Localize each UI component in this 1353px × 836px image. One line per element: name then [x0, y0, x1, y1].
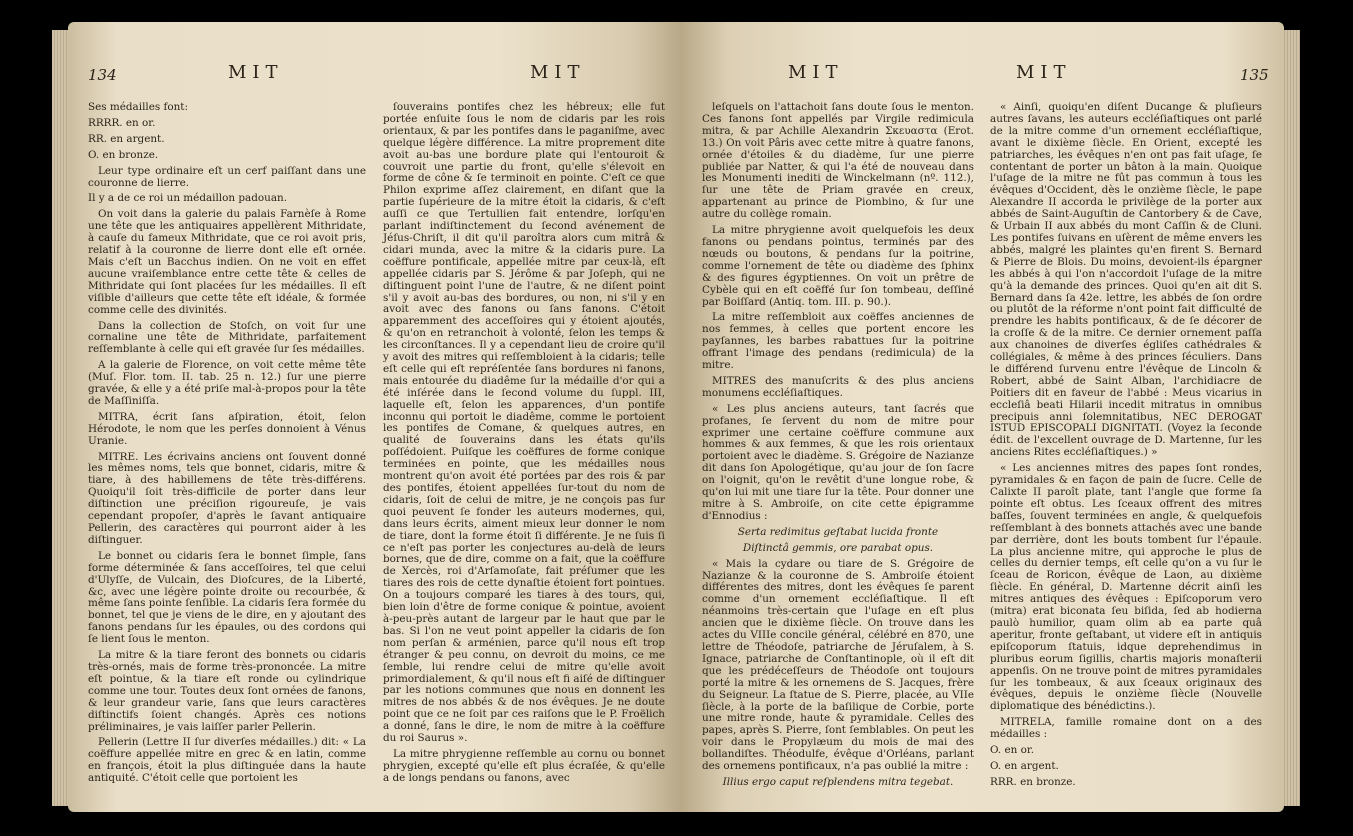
paragraph: La mitre phrygienne reſſemble au cornu ou bonnet phrygien, excepté qu'elle eſt plus écraſée, & qu'elle a de longs pendans ou fanons, avec [383, 747, 665, 784]
paragraph: Ses médailles font: [88, 101, 188, 113]
right-page-edges [1282, 30, 1300, 806]
paragraph: Dans la collection de Stoſch, on voit ſur une cornaline une tête de Mithridate, parfaitement reſſemblante à celle qui eſt gravée ſur ſes médailles. [88, 319, 366, 356]
paragraph: La mitre & la tiare feront des bonnets ou cidaris très-ornés, mais de forme très-prononcée. La mitre eſt pointue, & la tiare eſt ronde ou cylindrique comme une tour. Toutes deux ſont ornées de fanons, & leur grandeur varie, ſans que leurs caractères diſtinctifs ſoient changés. Après ces notions préliminaires, je vais laiſſer parler Pellerin. [88, 649, 366, 733]
paragraph: La mitre reſſembloit aux coëffes anciennes de nos femmes, à celles que portent encore les payſannes, les barbes rabattues ſur la poitrine offrant l'image des pendans (redimicula) de la mitre. [702, 311, 974, 372]
paragraph: Diſtinctâ gemmis, ore parabat opus. [742, 541, 934, 554]
left-page [68, 22, 680, 812]
paragraph: ſouverains pontifes chez les hébreux; elle fut portée enſuite ſous le nom de cidaris par les rois orientaux, & par les pontifes dans le paganiſme, avec quelque légère différence. La mitre proprement dite avoit au-bas une bordure plate qui l'entouroit & couvroit une partie du front, qu'elle s'élevoit en forme de cône & ſe terminoit en pointe. C'eſt ce que Philon exprime aſſez clairement, en diſant que la partie ſupérieure de la mitre étoit la cidaris, & c'eſt auſſi ce que Tertullien fait entendre, lorſqu'en parlant indiſtinctement du ſecond avénement de Jéſus-Chriſt, il dit qu'il paroîtra alors cum mitrâ & cidari munda, avec la mitre & la cidaris pure. La coëffure pontificale, appellée mitre par ceux-là, eſt appellée cidaris par S. Jérôme & par Joſeph, qui ne diſtinguent point l'une de l'autre, & ne diſent point s'il y avoit au-bas des bordures, ou non, ni s'il y en avoit avec des fanons ou ſans fanons. C'étoit apparemment des acceſſoires qui y étoient ajoutés, & qu'on en retranchoit à volonté, ſelon les temps & les circonſtances. Il y a cependant lieu de croire qu'il y avoit des mitres qui reſſembloient à la cidaris; telle eſt celle qui eſt repréſentée ſans bordures ni fanons, mais entourée du diadême ſur la médaille d'or qui a été inſérée dans le ſecond volume du ſuppl. III, laquelle eſt, ſelon les apparences, d'un pontife inconnu qui portoit le diadême, comme le portoient les pontifes de Comane, & quelques autres, en qualité de ſouverains dans les états qu'ils poſſédoient. Puiſque les coëffures de forme conique terminées en pointe, que les médailles nous montrent qu'on avoit été portées par des rois & par des pontifes, étoient appellées ſur-tout du nom de cidaris, ſoit de celui de mitre, je ne conçois pas ſur quoi peuvent ſe fonder les auteurs modernes, qui, dans leurs écrits, aiment mieux leur donner le nom de tiare, dont la forme étoit ſi différente. Je ne ſuis ſi ce n'eſt pas porter les conjectures au-delà de leurs bornes, que de dire, comme on a fait, que la coëffure de Xercès, roi d'Arſamoſate, fait préſumer que les tiares des rois de cette dynaſtie étoient fort pointues. On a toujours comparé les tiares à des tours, qui, bien loin d'être de forme conique & pointue, avoient à-peu-près autant de largeur par le haut que par le bas. Si l'on ne veut point appeller la cidaris de ſon nom perſan & arménien, parce qu'il nous eſt trop étranger & peu connu, on devroit du moins, ce me ſemble, lui rendre celui de mitre qu'elle avoit primordialement, & qu'il nous eſt fi aiſé de diſtinguer par les notions communes que nous en donnent les mitres de nos abbés & de nos évêques. Je ne doute point que ce ne ſoit par ces raiſons que le P. Froëlich a donné, ſans le dire, le nom de mitre à la coëffure du roi Saurus ». [383, 101, 665, 745]
paragraph: O. en argent. [990, 759, 1059, 772]
paragraph: leſquels on l'attachoit ſans doute ſous le menton. Ces fanons ſont appellés par Virgile redimicula mitra, & par Achille Alexandrin Σκευαστα (Erot. 13.) On voit Pâris avec cette mitre à quatre fanons, ornée d'étoiles & du diadème, ſur une pierre publiée par Natter, & qui l'a été de nouveau dans les Monumenti inediti de Winckelmann (nº. 112.), ſur une tête de Priam gravée en creux, appartenant au prince de Piombino, & ſur une autre du collège romain. [702, 101, 974, 221]
text-column-1 [88, 102, 366, 789]
paragraph: O. en or. [990, 744, 1035, 757]
paragraph: Pellerin (Lettre II ſur diverſes médailles.) dit: « La coëffure appellée mitre en grec & en latin, comme en françois, étoit la plus diſtinguée dans la haute antiquité. C'étoit celle que portoient les [88, 736, 366, 785]
paragraph: La mitre phrygienne avoit quelquefois les deux fanons ou pendans pointus, terminés par des nœuds ou boutons, & pendans ſur la poitrine, comme l'ornement de tête ou diadème des ſphinx & des figures égyptiennes. On voit un prêtre de Cybèle qui en eſt coëffé ſur ſon tombeau, deſſiné par Boiſſard (Antiq. tom. III. p. 90.). [702, 224, 974, 308]
paragraph: MITRA, écrit ſans aſpiration, étoit, ſelon Hérodote, le nom que les perſes donnoient à Vénus Uranie. [88, 410, 366, 447]
paragraph: RRRR. en or. [88, 116, 156, 129]
paragraph: MITRELA, famille romaine dont on a des médailles : [990, 716, 1262, 741]
running-head: MIT [228, 62, 284, 83]
paragraph: « Les plus anciens auteurs, tant ſacrés que profanes, ſe ſervent du nom de mitre pour exprimer une certaine coëffure commune aux hommes & aux femmes, & que les rois orientaux portoient avec le diadème. S. Grégoire de Nazianze dit dans ſon Apologétique, qu'au jour de ſon ſacre on l'oignit, qu'on le revêtit d'une longue robe, & qu'on lui mit une tiare ſur la tête. Pour donner une mitre à S. Ambroiſe, on cite cette épigramme d'Ennodius : [702, 402, 974, 522]
text-column-1 [702, 102, 974, 793]
paragraph: « Ainſi, quoiqu'en diſent Ducange & pluſieurs autres ſavans, les auteurs eccléſiaſtiques ont parlé de la mitre comme d'un ornement eccléſiaſtique, avant le dixième ſiècle. En Orient, excepté les patriarches, les évêques n'en ont pas fait uſage, ſe contentant de porter un bâton à la main. Quoique l'uſage de la mitre ne fût pas commun à tous les évêques d'Occident, dès le onzième ſiècle, le pape Alexandre II accorda le privilège de la porter aux abbés de Saint-Auguſtin de Cantorbery & de Cave, & Urbain II aux abbés du mont Caſſin & de Cluni. Les pontifes ſuivans en uſèrent de même envers les abbés, malgré les plaintes qu'en firent S. Bernard & Pierre de Blois. Du moins, devoient-ils épargner les abbés à qui l'on n'accordoit l'uſage de la mitre qu'à la demande des princes. Quoi qu'en ait dit S. Bernard dans ſa 42e. lettre, les abbés de ſon ordre ou plutôt de la réforme n'ont point fait difficulté de prendre les habits pontificaux, & de ſe décorer de la croſſe & de la mitre. Ce dernier ornement paſſa aux chanoines de diverſes égliſes cathédrales & collégiales, & même à des princes ſéculiers. Dans le différend ſurvenu entre l'évêque de Lincoln & Robert, abbé de Saint Alban, l'archidiacre de Poitiers dit en faveur de l'abbé : Meus vicarius in eccleſiâ beati Hilarii incedit mitratus in omnibus precipuis anni ſolemnitatibus, NEC DEROGAT ISTUD EPISCOPALI DIGNITATI. (Voyez la ſeconde édit. de l'excellent ouvrage de D. Martenne, ſur les anciens Rites eccléſiaſtiques.) » [990, 101, 1262, 459]
running-head: MIT [1016, 62, 1072, 83]
paragraph: A la galerie de Florence, on voit cette même tête (Muſ. Flor. tom. II. tab. 25 n. 12.) ſur une pierre gravée, & elle y a été priſe mal-à-propos pour la tête de Maſſiniſſa. [88, 359, 366, 407]
paragraph: MITRES des manuſcrits & des plus anciens monumens eccléſiaſtiques. [702, 374, 974, 399]
paragraph: Serta redimitus geſtabat lucida fronte [737, 525, 939, 538]
paragraph: « Mais la cydare ou tiare de S. Grégoire de Nazianze & la couronne de S. Ambroiſe étoient différentes des mitres, dont les évêques ſe parent comme d'un ornement eccléſiaſtique. Il eſt néanmoins très-certain que l'uſage en eſt plus ancien que le dixième ſiècle. On trouve dans les actes du VIIIe concile général, célébré en 870, une lettre de Théodoſe, patriarche de Jéruſalem, à S. Ignace, patriarche de Conſtantinople, où il eſt dit que les prédéceſſeurs de Théodoſe ont toujours porté la mitre & les ornemens de S. Jacques, frère du Seigneur. La ſtatue de S. Pierre, placée, au VIIe ſiècle, à la porte de la baſilique de Corbie, porte une mitre ronde, haute & pyramidale. Celles des papes, après S. Pierre, ſont ſemblables. On peut les voir dans le Propylæum du mois de mai des bollandiſtes. Théodulfe, évêque d'Orléans, parlant des ornemens pontificaux, n'a pas oublié la mitre : [702, 557, 974, 773]
running-head: MIT [788, 62, 844, 83]
paragraph: Leur type ordinaire eſt un cerf paiſſant dans une couronne de lierre. [88, 164, 366, 189]
running-head: MIT [530, 62, 586, 83]
paragraph: RRR. en bronze. [990, 775, 1076, 788]
paragraph: MITRE. Les écrivains anciens ont ſouvent donné les mêmes noms, tels que bonnet, cidaris, mitre & tiare, à des habillemens de tête très-différens. Quoiqu'il ſoit très-difficile de porter dans leur diſtinction une préciſion rigoureuſe, je vais cependant propoſer, d'après le ſavant antiquaire Pellerin, des caractères qui pourront aider à les diſtinguer. [88, 450, 366, 546]
paragraph: RR. en argent. [88, 132, 165, 145]
page-number: 134 [88, 66, 117, 84]
paragraph: Le bonnet ou cidaris ſera le bonnet ſimple, ſans forme déterminée & ſans acceſſoires, tel que celui d'Ulyſſe, de Vulcain, des Dioſcures, de la Liberté, &c, avec une légère pointe droite ou recourbée, & même ſans pointe ſenſible. La cidaris ſera formée du bonnet, tel que je viens de le dire, en y ajoutant des fanons pendans ſur les épaules, ou des cordons qui ſe lient ſous le menton. [88, 549, 366, 646]
text-column-2 [990, 102, 1262, 793]
right-page [680, 22, 1284, 812]
text-column-2 [383, 102, 665, 789]
paragraph: O. en bronze. [88, 148, 159, 161]
paragraph: « Les anciennes mitres des papes ſont rondes, pyramidales & en façon de pain de ſucre. Celle de Calixte II paroît plate, tant l'angle que forme ſa pointe eſt obtus. Les ſceaux offrent des mitres baſſes, ſouvent terminées en angle, & quelquefois reſſemblant à des bonnets attachés avec une bande par derrière, dont les bouts tombent ſur l'épaule. La plus ancienne mitre, qui approche le plus de celles du dernier temps, eſt celle qu'on a vu ſur le ſceau de Roricon, évêque de Laon, au dixième ſiècle. En général, D. Martenne décrit ainſi les mitres antiques des évêques : Epiſcoporum vero (mitra) erat biconata ſeu biſida, ſed ab hodierna paulò humilior, quam olim ab ea parte quâ aperitur, fronte geſtabant, ut videre eſt in antiquis epiſcoporum ſtatuis, idque deprehendimus in pluribus eorum ſigillis, chartis majoris monaſterii appenſis. On ne trouve point de mitres pyramidales ſur les tombeaux, & aux ſceaux originaux des évêques, depuis le onzième ſiècle (Nouvelle diplomatique des bénédictins.). [990, 462, 1262, 713]
paragraph: Il y a de ce roi un médaillon padouan. [88, 192, 288, 205]
paragraph: On voit dans la galerie du palais Farnèſe à Rome une tête que les antiquaires appellèrent Mithridate, à cauſe du fameux Mithridate, que ce roi avoit pris, relatif à la couronne de lierre dont elle eſt ornée. Mais c'eſt un Bacchus indien. On ne voit en effet aucune vraiſemblance entre cette tête & celles de Mithridate qui ſont placées ſur les médailles. Il eſt viſible d'ailleurs que cette tête eſt idéale, & formée comme celle des divinités. [88, 208, 366, 316]
page-number: 135 [1240, 66, 1269, 84]
paragraph: Illius ergo caput reſplendens mitra tegebat. [722, 775, 954, 788]
